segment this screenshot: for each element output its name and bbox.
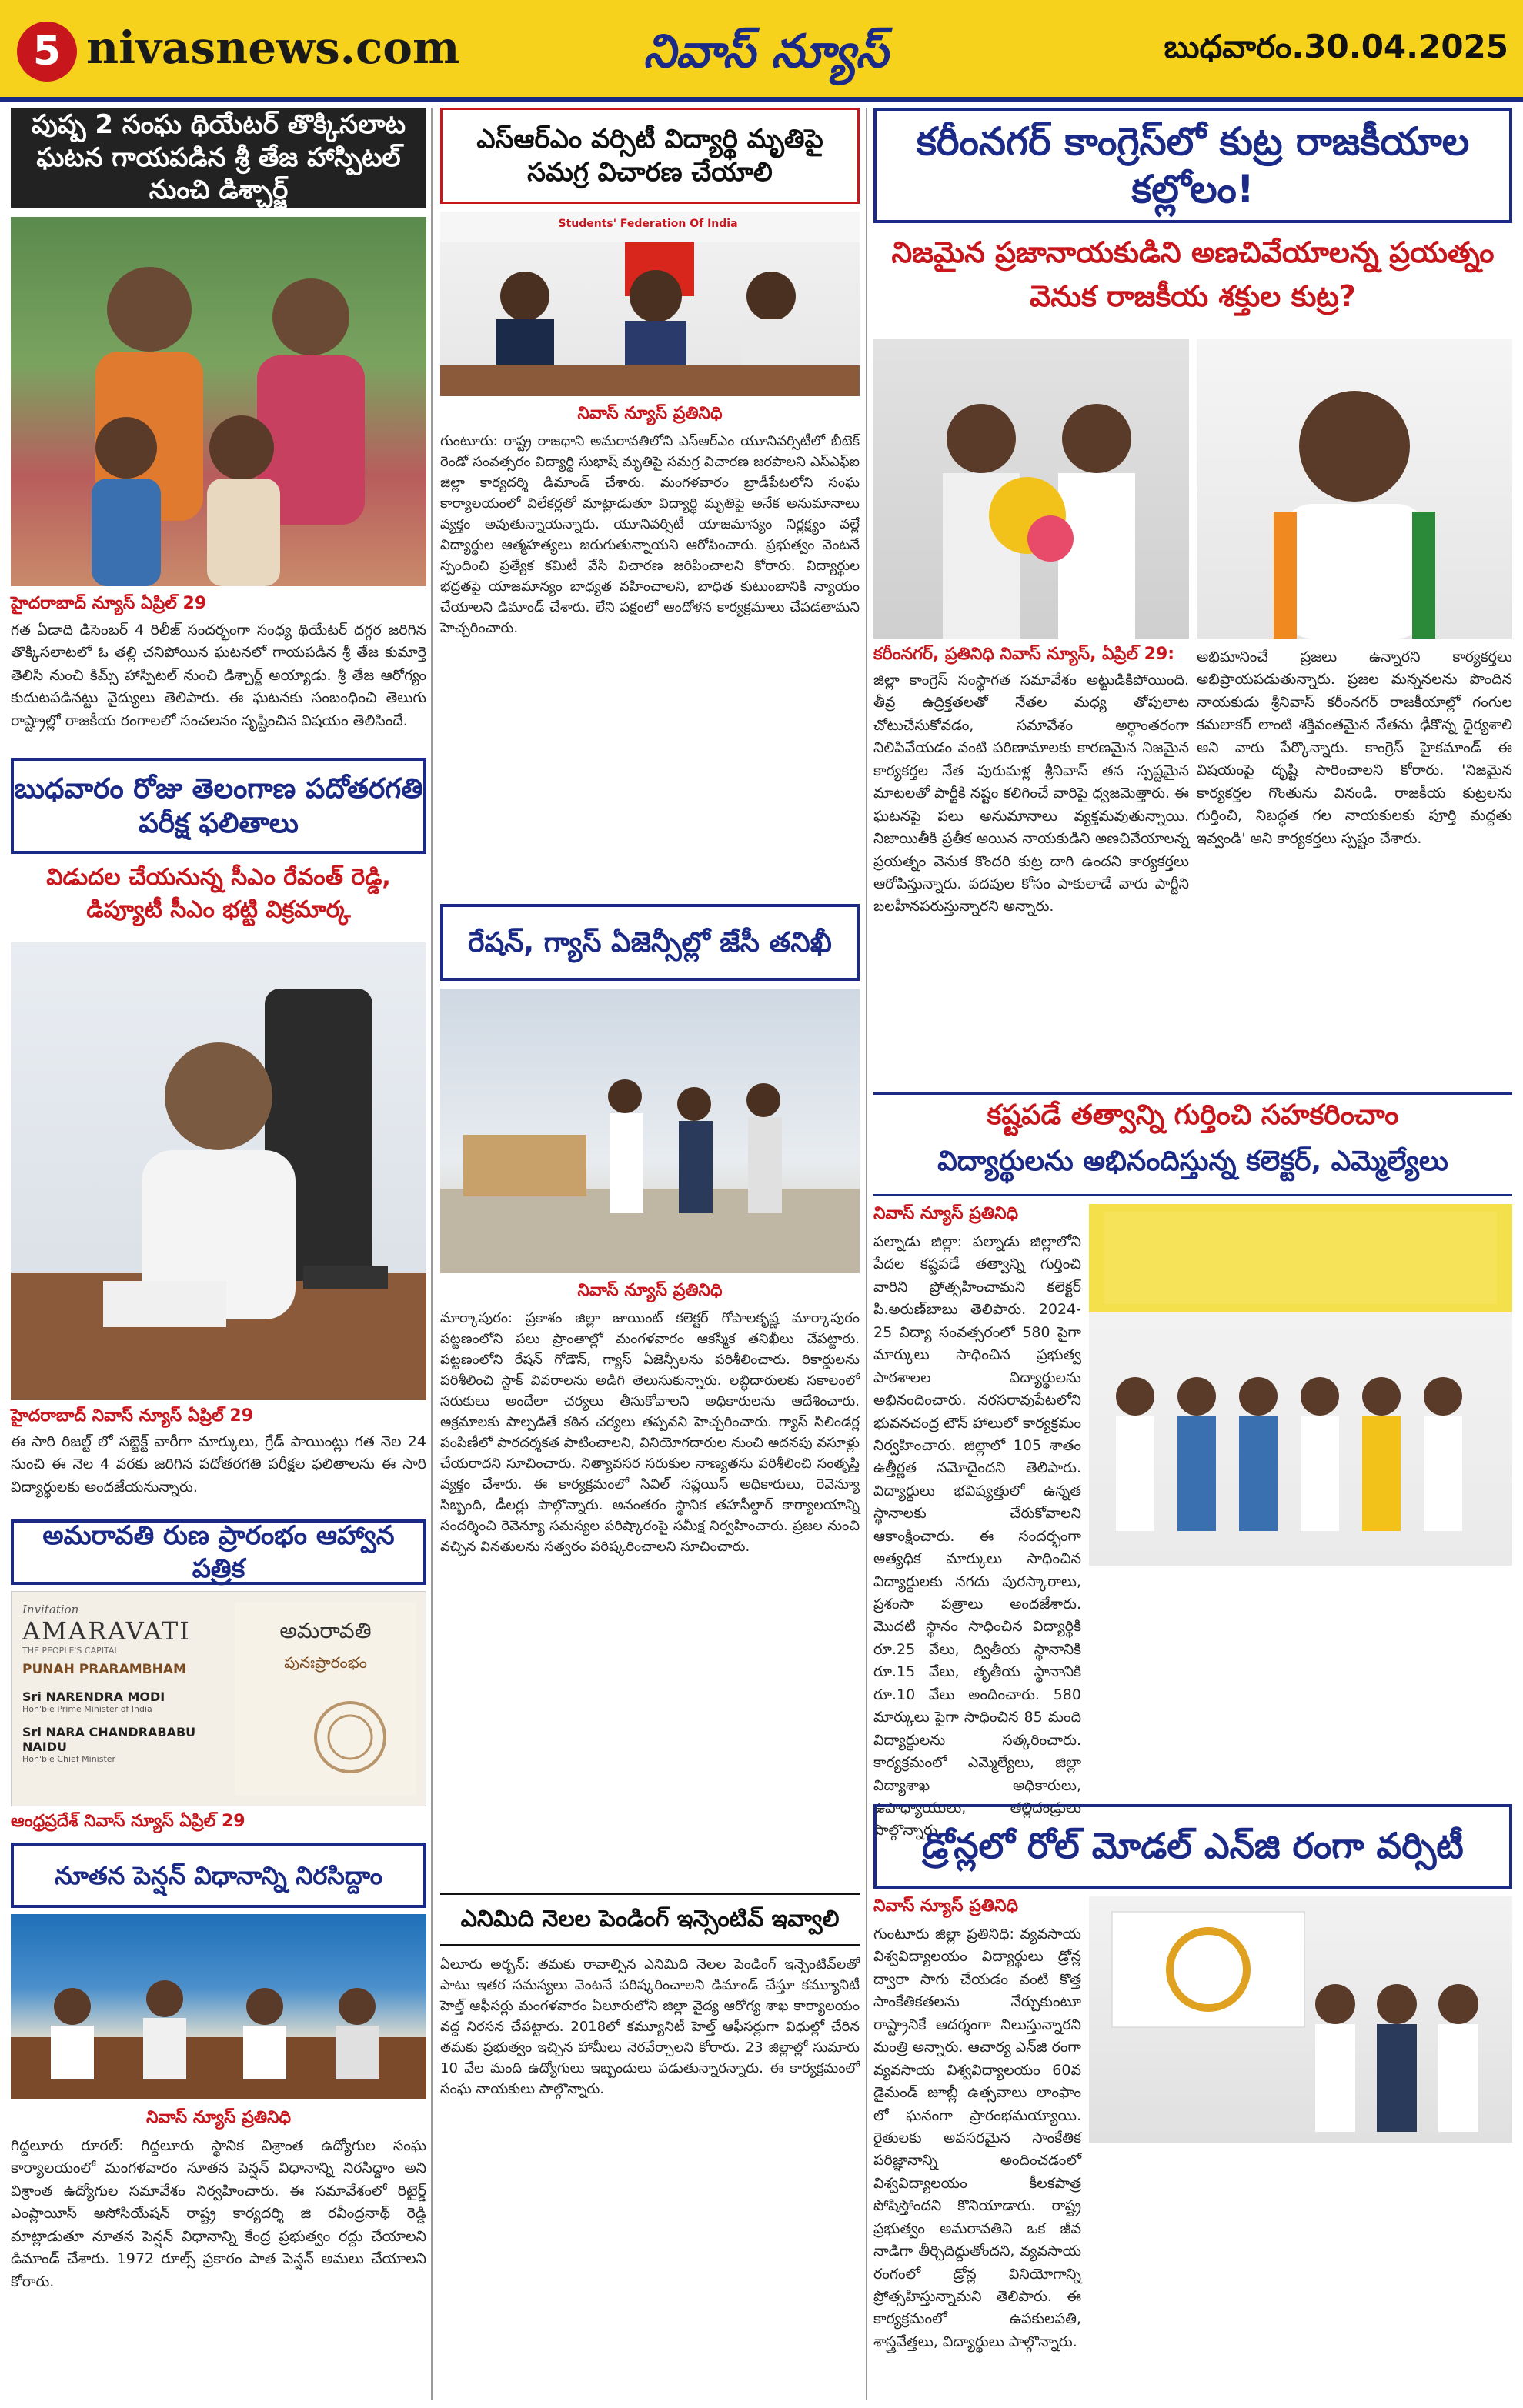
byline: కరీంనగర్, ప్రతినిధి నివాస్ న్యూస్, ఏప్రిల్ 29: bbox=[873, 645, 1175, 664]
article-body: గుంటూరు: రాష్ట్ర రాజధాని అమరావతిలోని ఎస్ఆర్ఎం యూనివర్సిటీలో బీటెక్ రెండో సంవత్సరం విద్యార్థి సుభాష్ మృతిపై సమగ్ర విచారణ జరపాలని ఎస్ఎఫ్ఐ జిల్లా కార్యదర్శి డిమాండ్ చేశారు. మంగళవారం బ్రాడీపేటలోని సంఘ కార్యాలయంలో విలేకర్లతో మాట్లాడుతూ విద్యార్థి మృతిపై అనేక అనుమానాలు వ్యక్తం అవుతున్నాయన్నారు. యూనివర్సిటీ యాజమాన్యం నిర్లక్ష్యం వల్లే విద్యార్థుల ఆత్మహత్యలు జరుగుతున్నాయని ఆరోపించారు. ప్రభుత్వం వెంటనే స్పందించి ప్రత్యేక కమిటీ వేసి విచారణ జరిపించాలని కోరారు. విద్యార్థుల భద్రతపై యాజమాన్యం బాధ్యత వహించాలని, బాధిత కుటుంబానికి న్యాయం చేయాలని డిమాండ్ చేశారు. లేని పక్షంలో ఆందోళన కార్యక్రమాలు చేపడతామని హెచ్చరించారు. bbox=[440, 433, 860, 636]
byline: నివాస్ న్యూస్ ప్రతినిధి bbox=[577, 404, 723, 423]
page-number: 5 bbox=[17, 22, 77, 82]
byline: నివాస్ న్యూస్ ప్రతినిధి bbox=[873, 1204, 1019, 1223]
pension-meeting-photo bbox=[11, 1914, 426, 2099]
subheadline-results-release: విడుదల చేయనున్న సీఎం రేవంత్ రెడ్డి, డిప్యూటీ సీఎం భట్టి విక్రమార్క bbox=[46, 864, 391, 923]
article-body-continued bbox=[1089, 1573, 1512, 1796]
headline-students-felicitation bbox=[873, 1092, 1512, 1196]
invitation-label: Invitation bbox=[22, 1603, 79, 1616]
headline-amaravati-invite: అమరావతి రుణ ప్రారంభం ఆహ్వాన పత్రిక bbox=[11, 1519, 426, 1585]
cm-photo bbox=[11, 942, 426, 1400]
headline-ng-ranga-university: డ్రోన్లలో రోల్ మోడల్ ఎన్‌జి రంగా వర్సిటీ bbox=[873, 1804, 1512, 1889]
headline-line-1: కష్టపడే తత్వాన్ని గుర్తించి సహకరించాం bbox=[987, 1099, 1399, 1131]
article-body: పల్నాడు జిల్లా: పల్నాడు జిల్లాలోని పేదల కష్టపడే తత్వాన్ని గుర్తించి వారిని ప్రోత్సహించామని కలెక్టర్ పి.అరుణ్‌బాబు తెలిపారు. 2024-25 విద్యా సంవత్సరంలో 580 పైగా మార్కులు సాధించిన ప్రభుత్వ పాఠశాలల విద్యార్థులను అభినందించారు. నరసరావుపేటలోని భువనచంద్ర టౌన్ హాలులో కార్యక్రమం నిర్వహించారు. జిల్లాలో 105 శాతం ఉత్తీర్ణత నమోదైందని తెలిపారు. విద్యార్థులు భవిష్యత్తులో ఉన్నత స్థానాలకు చేరుకోవాలని ఆకాంక్షించారు. ఈ సందర్భంగా అత్యధిక మార్కులు సాధించిన విద్యార్థులకు నగదు పురస్కారాలు, ప్రశంసా పత్రాలు అందజేశారు. మొదటి స్థానం సాధించిన విద్యార్థికి రూ.25 వేలు, ద్వితీయ స్థానానికి రూ.15 వేలు, తృతీయ స్థానానికి రూ.10 వేలు అందించారు. 580 మార్కులు పైగా సాధించిన 85 మంది విద్యార్థులను సత్కరించారు. కార్యక్రమంలో ఎమ్మెల్యేలు, జిల్లా విద్యాశాఖ అధికారులు, ఉపాధ్యాయులు, తల్లిదండ్రులు పాల్గొన్నారు. bbox=[873, 1233, 1081, 1839]
article-body: గిద్దలూరు రూరల్: గిద్దలూరు స్థానిక విశ్రాంత ఉద్యోగుల సంఘ కార్యాలయంలో మంగళవారం నూతన పెన్షన్ విధానాన్ని నిరసిద్దాం అని విశ్రాంత ఉద్యోగుల సమావేశం నిర్వహించారు. ఈ సమావేశంలో రిటైర్డ్ ఎంప్లాయీస్ అసోసియేషన్ రాష్ట్ర కార్యదర్శి జి రవీంద్రనాథ్ రెడ్డి మాట్లాడుతూ నూతన పెన్షన్ విధానాన్ని కేంద్ర ప్రభుత్వం రద్దు చేయాలని డిమాండ్ చేశారు. 1972 రూల్స్ ప్రకారం పాత పెన్షన్ అమలు చేయాలని కోరారు. bbox=[11, 2137, 426, 2290]
srinivas-portrait bbox=[1197, 339, 1512, 639]
invitation-guest-2-role: Hon'ble Chief Minister bbox=[22, 1754, 116, 1764]
newspaper-brand: నివాస్ న్యూస్ bbox=[643, 25, 888, 78]
column-divider bbox=[431, 108, 433, 2400]
felicitation-photo bbox=[1089, 1204, 1512, 1566]
article-body: మార్కాపురం: ప్రకాశం జిల్లా జాయింట్ కలెక్టర్ గోపాలకృష్ణ మార్కాపురం పట్టణంలోని పలు ప్రాంతాల్లో మంగళవారం ఆకస్మిక తనిఖీలు చేపట్టారు. పట్టణంలోని రేషన్ గోడౌన్, గ్యాస్ ఏజెన్సీలను పరిశీలించారు. రికార్డులను పరిశీలించి స్టాక్ వివరాలను అడిగి తెలుసుకున్నారు. లబ్ధిదారులకు సకాలంలో సరుకులు అందేలా చర్యలు తీసుకోవాలని అధికారులను ఆదేశించారు. అక్రమాలకు పాల్పడితే కఠిన చర్యలు తప్పవని హెచ్చరించారు. గ్యాస్ సిలిండర్ల పంపిణీలో పారదర్శకత పాటించాలని, వినియోగదారుల నుంచి అదనపు వసూళ్లు చేయరాదని సూచించారు. నిత్యావసర సరుకుల నాణ్యతను పరిశీలించి సంతృప్తి వ్యక్తం చేశారు. ఈ కార్యక్రమంలో సివిల్ సప్లయిస్ అధికారులు, రెవెన్యూ సిబ్బంది, డీలర్లు పాల్గొన్నారు. అనంతరం స్థానిక తహసీల్దార్ కార్యాలయాన్ని సందర్శించి రెవెన్యూ సమస్యల పరిష్కారంపై సమీక్ష నిర్వహించారు. ప్రజల నుంచి వచ్చిన వినతులను సత్వరం పరిష్కరించాలని సూచించారు. bbox=[440, 1310, 860, 1555]
invitation-guest-2: Sri NARA CHANDRABABU NAIDU bbox=[22, 1725, 196, 1754]
family-photo bbox=[11, 217, 426, 586]
photo-caption: హైదరాబాద్ నివాస్ న్యూస్ ఏప్రిల్ 29 bbox=[11, 1406, 254, 1426]
emblem-icon bbox=[235, 1676, 416, 1776]
issue-date: బుధవారం.30.04.2025 bbox=[1164, 28, 1508, 65]
university-event-photo bbox=[1089, 1896, 1512, 2143]
headline-karimnagar-congress: కరీంనగర్ కాంగ్రెస్‌లో కుట్ర రాజకీయాల కల్లోలం! bbox=[873, 108, 1512, 223]
invitation-telugu-title: అమరావతి bbox=[279, 1618, 372, 1643]
article-body: గత ఏడాది డిసెంబర్ 4 రిలీజ్ సందర్భంగా సంధ్య థియేటర్ దగ్గర జరిగిన తొక్కిసలాటలో ఓ తల్లి చనిపోయిన ఘటనలో గాయపడిన శ్రీ తేజ కుమార్తె తెలిసి నుంచి కిమ్స్ హాస్పిటల్ నుంచి డిశ్చార్జ్ అయ్యాడు. శ్రీ తేజ ఆరోగ్యం కుదుటపడినట్టు వైద్యులు తెలిపారు. ఈ ఘటనకు సంబంధించి తెలుగు రాష్ట్రాల్లో రాజకీయ రంగాలలో సంచలనం సృష్టించిన విషయం తెలిసిందే. bbox=[11, 622, 426, 729]
masthead bbox=[0, 0, 1523, 102]
headline-srm-student: ఎస్ఆర్ఎం వర్సిటీ విద్యార్థి మృతిపై సమగ్ర విచారణ చేయాలి bbox=[440, 108, 860, 204]
invitation-guest-1-role: Hon'ble Prime Minister of India bbox=[22, 1704, 152, 1714]
banner-text: Students' Federation Of India bbox=[558, 218, 738, 230]
article-body: గుంటూరు జిల్లా ప్రతినిధి: వ్యవసాయ విశ్వవిద్యాలయం విద్యార్థులు డ్రోన్ల ద్వారా సాగు చేయడం వంటి కొత్త సాంకేతికతలను నేర్చుకుంటూ రాష్ట్రానికే ఆదర్శంగా నిలుస్తున్నారని మంత్రి అన్నారు. ఆచార్య ఎన్‌జి రంగా వ్యవసాయ విశ్వవిద్యాలయం 60వ డైమండ్ జూబ్లీ ఉత్సవాలు లాంఫాం లో ఘనంగా ప్రారంభమయ్యాయి. రైతులకు అవసరమైన సాంకేతిక పరిజ్ఞానాన్ని అందించడంలో విశ్వవిద్యాలయం కీలకపాత్ర పోషిస్తోందని కొనియాడారు. రాష్ట్ర ప్రభుత్వం అమరావతిని ఒక జీవ నాడిగా తీర్చిదిద్దుతోందని, వ్యవసాయ రంగంలో డ్రోన్ల వినియోగాన్ని ప్రోత్సహిస్తున్నామని తెలిపారు. ఈ కార్యక్రమంలో ఉపకులపతి, శాస్త్రవేత్తలు, విద్యార్థులు పాల్గొన్నారు. bbox=[873, 1926, 1081, 2350]
headline-pushpa-stampede: పుష్ప 2 సంఘ థియేటర్ తొక్కిసలాట ఘటన గాయపడిన శ్రీ తేజ హాస్పిటల్ నుంచి డిశ్చార్జ్ bbox=[11, 108, 426, 208]
article-body: అభిమానించే ప్రజలు ఉన్నారని కార్యకర్తలు అభిప్రాయపడుతున్నారు. ప్రజల మన్ననలను పొందిన నాయకుడు శ్రీనివాస్ కరీంనగర్ రాజకీయాల్లో గంగుల కమలాకర్ లాంటి శక్తివంతమైన నేతను ఢీకొన్న ధైర్యశాలి అని వారు పేర్కొన్నారు. కాంగ్రెస్ హైకమాండ్ ఈ విషయంపై దృష్టి సారించాలని కోరారు. 'నిజమైన కార్యకర్తల గొంతును వినండి. రాజకీయ కుట్రలను గుర్తించి, నిబద్ధత గల నాయకులకు పూర్తి మద్దతు ఇవ్వండి' అని కార్యకర్తలు స్పష్టం చేశారు. bbox=[1197, 649, 1512, 847]
site-name: nivasnews.com bbox=[86, 22, 460, 74]
byline: నివాస్ న్యూస్ ప్రతినిధి bbox=[577, 1281, 723, 1300]
invitation-telugu bbox=[235, 1603, 416, 1795]
headline-pension-protest: నూతన పెన్షన్ విధానాన్ని నిరసిద్దాం bbox=[11, 1843, 426, 1908]
invitation-english bbox=[22, 1603, 222, 1795]
invitation-title: AMARAVATI bbox=[22, 1616, 191, 1646]
leader-with-bouquet-photo bbox=[873, 339, 1189, 639]
headline-ssc-results: బుధవారం రోజు తెలంగాణ పదోతరగతి పరీక్ష ఫలితాలు bbox=[11, 758, 426, 854]
invitation-tagline: THE PEOPLE'S CAPITAL bbox=[22, 1646, 119, 1656]
column-divider bbox=[866, 108, 867, 2400]
headline-pending-incentive: ఎనిమిది నెలల పెండింగ్ ఇన్సెంటివ్ ఇవ్వాలి bbox=[440, 1893, 860, 1946]
byline: నివాస్ న్యూస్ ప్రతినిధి bbox=[873, 1896, 1019, 1916]
invitation-telugu-event: పునఃప్రారంభం bbox=[284, 1653, 367, 1672]
article-body: జిల్లా కాంగ్రెస్ సంస్థాగత సమావేశం అట్టుడికిపోయింది. తీవ్ర ఉద్రిక్తతలతో నేతల మధ్య తోపులాట చోటుచేసుకోవడం, సమావేశం అర్ధాంతరంగా నిలిపివేయడం వంటి పరిణామాలకు కారణమైన నిజమైన కార్యకర్తల నేత పురుమళ్ల శ్రీనివాస్ తన స్పష్టమైన మాటలతో పార్టీకి నష్టం కలిగించే వారిపై ధ్వజమెత్తారు. ఈ ఘటనపై పలు అనుమానాలు వ్యక్తమవుతున్నాయి. నిజాయితీకి ప్రతీక అయిన నాయకుడిని అణచివేయాలన్న ప్రయత్నం వెనుక కొందరి కుట్ర దాగి ఉందని కార్యకర్తలు ఆరోపిస్తున్నారు. పదవుల కోసం పాకులాడే వారు పార్టీని బలహీనపరుస్తున్నారని అన్నారు. bbox=[873, 672, 1189, 916]
headline-jc-inspection: రేషన్, గ్యాస్ ఏజెన్సీల్లో జేసీ తనిఖీ bbox=[440, 904, 860, 981]
article-body: ఏలూరు అర్బన్: తమకు రావాల్సిన ఎనిమిది నెలల పెండింగ్ ఇన్సెంటివ్‌లతో పాటు ఇతర సమస్యలు వెంటనే పరిష్కరించాలని డిమాండ్ చేస్తూ కమ్యూనిటీ హెల్త్ ఆఫీసర్లు మంగళవారం ఏలూరులోని జిల్లా వైద్య ఆరోగ్య శాఖ కార్యాలయం వద్ద నిరసన చేపట్టారు. 2018లో కమ్యూనిటీ హెల్త్ ఆఫీసర్లుగా విధుల్లో చేరిన తమకు ప్రభుత్వం ఇచ్చిన హామీలు నెరవేర్చాలని కోరారు. 23 జిల్లాల్లో సుమారు 10 వేల మంది ఉద్యోగులు ఇబ్బందులు పడుతున్నారన్నారు. ఈ కార్యక్రమంలో సంఘ నాయకులు పాల్గొన్నారు. bbox=[440, 1956, 860, 2097]
headline-line-2: విద్యార్థులను అభినందిస్తున్న కలెక్టర్, ఎమ్మెల్యేలు bbox=[937, 1146, 1448, 1177]
article-body: ఈ సారి రిజల్ట్ లో సబ్జెక్ట్ వారీగా మార్కులు, గ్రేడ్ పాయింట్లు గత నెల 24 నుంచి ఈ నెల 4 వరకు జరిగిన పదోతరగతి పరీక్షల ఫలితాలను ఈ సారి విద్యార్థులకు అందజేయనున్నారు. bbox=[11, 1433, 426, 1496]
byline: నివాస్ న్యూస్ ప్రతినిధి bbox=[145, 2108, 292, 2127]
subheadline-conspiracy: నిజమైన ప్రజానాయకుడిని అణచివేయాలన్న ప్రయత్నం వెనుక రాజకీయ శక్తుల కుట్ర? bbox=[891, 235, 1495, 313]
photo-caption: హైదరాబాద్ న్యూస్ ఏప్రిల్ 29 bbox=[11, 594, 207, 613]
inspection-photo bbox=[440, 989, 860, 1273]
sfi-press-photo bbox=[440, 212, 860, 396]
invitation-card bbox=[11, 1591, 426, 1806]
photo-caption: ఆంధ్రప్రదేశ్ నివాస్ న్యూస్ ఏప్రిల్ 29 bbox=[11, 1812, 245, 1831]
invitation-guest-1: Sri NARENDRA MODI bbox=[22, 1689, 165, 1704]
invitation-event: PUNAH PRARAMBHAM bbox=[22, 1662, 186, 1677]
